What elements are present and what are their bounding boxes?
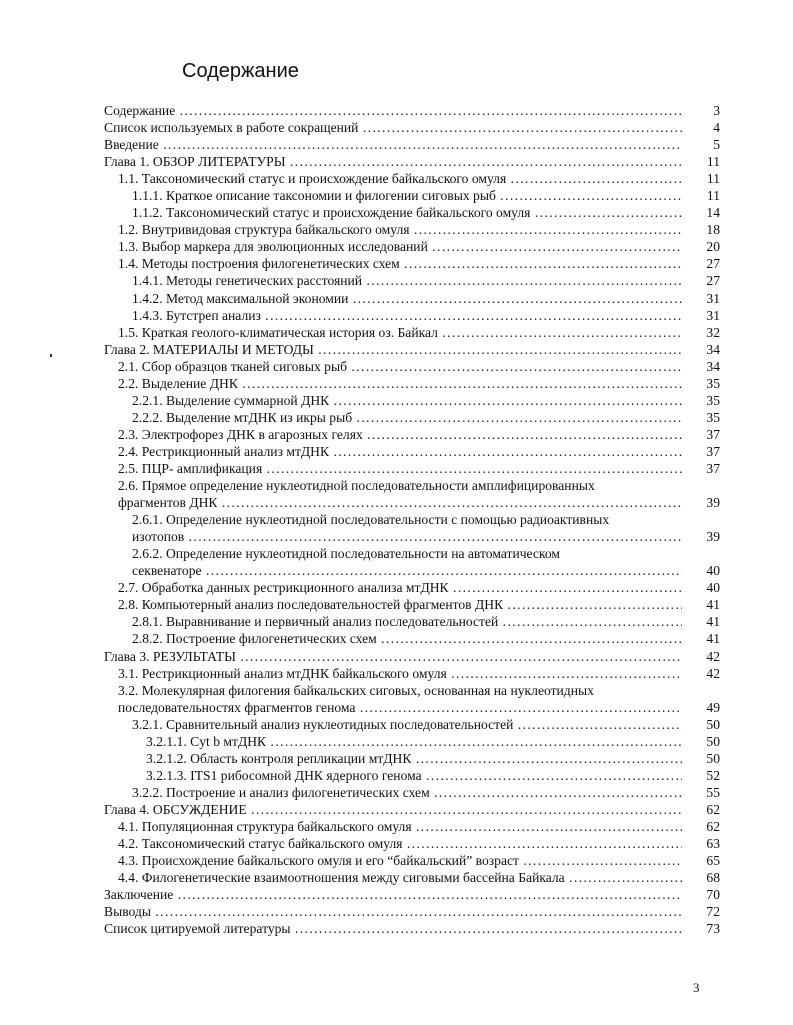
toc-entry-page: 3 <box>713 103 720 118</box>
toc-entry-page: 32 <box>706 324 720 340</box>
toc-entry <box>104 767 720 784</box>
toc-entry-page: 62 <box>706 818 720 834</box>
toc-entry <box>104 153 720 170</box>
toc-entry-text: 1.4.1. Методы генетических расстояний <box>132 273 363 289</box>
toc-entry <box>104 409 720 426</box>
toc-entry-text: 3.2.1.3. ITS1 рибосомной ДНК ядерного генома <box>146 767 422 783</box>
toc-entry <box>104 733 720 750</box>
toc-entry <box>104 290 720 307</box>
toc-entry-page: 40 <box>706 580 720 596</box>
toc-entry-page: 37 <box>706 460 720 476</box>
toc-entry <box>104 307 720 324</box>
toc-entry-text: 2.8.1. Выравнивание и первичный анализ последовательностей <box>132 614 499 630</box>
toc-entry-text: 2.8.2. Построение филогенетических схем <box>132 631 377 647</box>
toc-entry-page: 11 <box>706 171 720 187</box>
toc-entry-text: Список используемых в работе сокращений <box>104 120 359 136</box>
toc-entry-text: 2.2. Выделение ДНК <box>118 375 238 391</box>
toc-entry-page: 41 <box>706 597 720 613</box>
toc-entry-page: 50 <box>706 750 720 766</box>
toc-entry-text: Глава 2. МАТЕРИАЛЫ И МЕТОДЫ <box>104 341 314 357</box>
toc-entry-page: 14 <box>706 205 720 221</box>
toc-entry-text: Глава 4. ОБСУЖДЕНИЕ <box>104 801 247 817</box>
toc-entry <box>104 818 720 835</box>
toc-entry-page: 27 <box>706 256 720 272</box>
toc-entry-page: 63 <box>706 836 720 852</box>
toc-entry-text: 2.2.2. Выделение мтДНК из икры рыб <box>132 409 353 425</box>
toc-entry-continuation: последовательностях фрагментов генома <box>118 699 356 715</box>
toc-entry-text: 1.1.2. Таксономический статус и происхождение байкальского омуля <box>132 205 531 221</box>
toc-entry-text: 4.3. Происхождение байкальского омуля и его “байкальский” возраст <box>118 853 519 869</box>
toc-entry-text: 2.6.1. Определение нуклеотидной последовательности с помощью радиоактивных <box>132 512 610 528</box>
toc-entry <box>104 716 720 733</box>
toc-entry <box>104 443 720 460</box>
toc-entry-page: 5 <box>713 137 720 153</box>
toc-entry-page: 49 <box>706 699 720 715</box>
toc-entry-page: 39 <box>706 529 720 545</box>
toc-entry-page: 65 <box>706 853 720 869</box>
toc-entry <box>104 426 720 443</box>
toc-entry-text: 4.1. Популяционная структура байкальского омуля <box>118 818 412 834</box>
toc-entry <box>104 102 720 119</box>
toc-entry-text: 1.4. Методы построения филогенетических схем <box>118 256 400 272</box>
toc-entry-page: 55 <box>706 784 720 800</box>
toc-entry-page: 31 <box>706 290 720 306</box>
toc-entry-page: 37 <box>706 443 720 459</box>
page-number: 3 <box>693 980 700 995</box>
toc-entry-page: 34 <box>706 358 720 374</box>
toc-entry-page: 42 <box>706 665 720 681</box>
toc-entry-page: 18 <box>706 222 720 238</box>
scan-speck <box>50 354 52 357</box>
toc-entry-page: 31 <box>706 307 720 323</box>
toc-entry-text: Содержание <box>104 103 176 118</box>
toc-entry-page: 42 <box>706 648 720 664</box>
toc-entry <box>104 221 720 238</box>
toc-entry <box>104 869 720 886</box>
toc-entry-page: 72 <box>706 904 720 920</box>
toc-entry <box>104 375 720 392</box>
toc-entry <box>104 358 720 375</box>
toc-entry-page: 52 <box>706 767 720 783</box>
toc-entry-page: 37 <box>706 426 720 442</box>
toc-entry <box>104 238 720 255</box>
toc-entry-page: 41 <box>706 631 720 647</box>
toc-entry-page: 35 <box>706 375 720 391</box>
toc-entry-text: 3.2.2. Построение и анализ филогенетических схем <box>132 784 430 800</box>
toc-entry <box>104 750 720 767</box>
toc-entry <box>104 272 720 289</box>
toc-entry <box>104 613 720 630</box>
toc-entry-text: 1.4.2. Метод максимальной экономии <box>132 290 349 306</box>
toc-entry-text: 4.4. Филогенетические взаимоотношения между сиговыми бассейна Байкала <box>118 870 565 886</box>
toc-entry-text: Выводы <box>104 904 151 920</box>
toc-entry <box>104 648 720 665</box>
toc-entry-text: 3.2.1.2. Область контроля репликации мтДНК <box>146 750 412 766</box>
toc-entry-text: 2.1. Сбор образцов тканей сиговых рыб <box>118 358 348 374</box>
toc-entry-page: 73 <box>706 921 720 937</box>
toc-entry-text: Глава 1. ОБЗОР ЛИТЕРАТУРЫ <box>104 154 286 170</box>
toc-entry-text: 2.7. Обработка данных рестрикционного анализа мтДНК <box>118 580 449 596</box>
toc-entry-text: Список цитируемой литературы <box>104 921 291 937</box>
toc-entry-page: 68 <box>706 870 720 886</box>
toc-entry <box>104 511 720 545</box>
toc-entry-page: 20 <box>706 239 720 255</box>
toc-entry-page: 11 <box>706 188 720 204</box>
toc-entry-page: 11 <box>706 154 720 170</box>
toc-entry-continuation: секвенаторе <box>132 563 202 579</box>
toc-entry <box>104 341 720 358</box>
toc-entry-text: 2.8. Компьютерный анализ последовательностей фрагментов ДНК <box>118 597 504 613</box>
toc-entry <box>104 255 720 272</box>
toc-entry <box>104 170 720 187</box>
toc-entry <box>104 630 720 647</box>
toc-entry <box>104 545 720 579</box>
toc-entry <box>104 903 720 920</box>
toc-entry-text: 2.6. Прямое определение нуклеотидной последовательности амплифицированных <box>118 478 595 494</box>
toc-entry <box>104 187 720 204</box>
table-of-contents <box>104 102 720 937</box>
toc-entry-continuation: изотопов <box>132 529 185 545</box>
toc-entry-page: 40 <box>706 563 720 579</box>
toc-entry <box>104 852 720 869</box>
toc-entry-text: 2.4. Рестрикционный анализ мтДНК <box>118 443 330 459</box>
toc-entry <box>104 136 720 153</box>
toc-entry-text: 2.2.1. Выделение суммарной ДНК <box>132 392 330 408</box>
toc-entry <box>104 596 720 613</box>
toc-entry-page: 41 <box>706 614 720 630</box>
toc-entry-page: 35 <box>706 392 720 408</box>
toc-entry-text: 1.1.1. Краткое описание таксономии и филогении сиговых рыб <box>132 188 496 204</box>
toc-entry <box>104 886 720 903</box>
toc-entry <box>104 477 720 511</box>
toc-entry-text: 3.2.1.1. Cyt b мтДНК <box>146 733 267 749</box>
toc-entry-page: 50 <box>706 716 720 732</box>
toc-entry-text: Заключение <box>104 887 174 903</box>
toc-entry-continuation: фрагментов ДНК <box>118 495 218 511</box>
toc-entry-text: 1.3. Выбор маркера для эволюционных исследований <box>118 239 428 255</box>
toc-entry-text: 2.6.2. Определение нуклеотидной последовательности на автоматическом <box>132 546 561 562</box>
toc-entry <box>104 119 720 136</box>
toc-entry <box>104 801 720 818</box>
toc-entry <box>104 460 720 477</box>
toc-entry <box>104 392 720 409</box>
toc-entry-text: 3.2. Молекулярная филогения байкальских сиговых, основанная на нуклеотидных <box>118 682 594 698</box>
toc-entry-text: Глава 3. РЕЗУЛЬТАТЫ <box>104 648 236 664</box>
toc-entry <box>104 579 720 596</box>
toc-entry-page: 4 <box>713 120 720 136</box>
toc-entry-text: Введение <box>104 137 159 153</box>
toc-entry <box>104 682 720 716</box>
toc-entry <box>104 324 720 341</box>
toc-entry <box>104 665 720 682</box>
toc-entry-page: 35 <box>706 409 720 425</box>
toc-entry-text: 3.1. Рестрикционный анализ мтДНК байкальского омуля <box>118 665 447 681</box>
toc-entry-text: 1.4.3. Бутстреп анализ <box>132 307 261 323</box>
toc-entry <box>104 920 720 937</box>
toc-entry-page: 34 <box>706 341 720 357</box>
toc-entry-text: 1.2. Внутривидовая структура байкальского омуля <box>118 222 410 238</box>
toc-entry-text: 1.1. Таксономический статус и происхождение байкальского омуля <box>118 171 507 187</box>
toc-entry-text: 2.5. ПЦР- амплификация <box>118 460 263 476</box>
toc-entry-page: 27 <box>706 273 720 289</box>
toc-entry <box>104 835 720 852</box>
toc-entry-text: 1.5. Краткая геолого-климатическая история оз. Байкал <box>118 324 438 340</box>
page-title: Содержание <box>182 60 299 82</box>
toc-entry-page: 70 <box>706 887 720 903</box>
toc-entry-page: 62 <box>706 801 720 817</box>
toc-entry-text: 4.2. Таксономический статус байкальского омуля <box>118 836 403 852</box>
toc-entry-text: 2.3. Электрофорез ДНК в агарозных гелях <box>118 426 363 442</box>
toc-entry <box>104 784 720 801</box>
toc-entry-page: 50 <box>706 733 720 749</box>
toc-entry-text: 3.2.1. Сравнительный анализ нуклеотидных последовательностей <box>132 716 514 732</box>
toc-entry <box>104 204 720 221</box>
toc-entry-page: 39 <box>706 495 720 511</box>
